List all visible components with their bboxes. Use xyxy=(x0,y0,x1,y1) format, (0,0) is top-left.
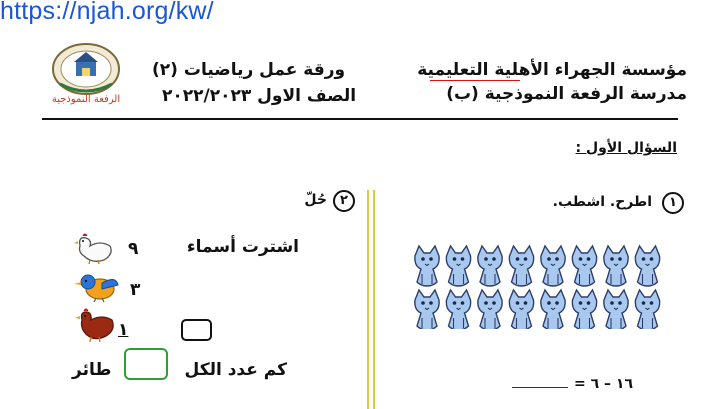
cat-icon[interactable] xyxy=(415,290,439,329)
chicken-count: ٩ xyxy=(128,239,139,259)
cat-icon[interactable] xyxy=(446,246,470,286)
cat-icon[interactable] xyxy=(572,290,596,329)
cat-icon[interactable] xyxy=(415,246,439,286)
hen-icon xyxy=(74,308,116,342)
institution-name: مؤسسة الجهراء الأهلية التعليمية xyxy=(417,60,687,80)
column-divider xyxy=(367,190,375,409)
task2-number: ٢ xyxy=(333,190,355,212)
chicken-icon xyxy=(74,232,116,264)
cat-icon[interactable] xyxy=(604,290,628,329)
grade-year: الصف الاول ٢٠٢٢/٢٠٢٣ xyxy=(162,86,357,106)
cat-icon[interactable] xyxy=(604,246,628,286)
total-question-text: كم عدد الكل xyxy=(184,360,287,380)
bought-label: اشترت أسماء xyxy=(186,237,299,257)
cat-icon[interactable] xyxy=(478,246,502,286)
cat-icon[interactable] xyxy=(509,246,533,286)
answer-box-small[interactable] xyxy=(181,319,212,341)
question-title: السؤال الأول : xyxy=(575,140,677,156)
total-question xyxy=(185,360,287,380)
cat-icon[interactable] xyxy=(635,290,659,329)
equation-text: ١٦ – ٦ = xyxy=(574,376,633,392)
header-rule xyxy=(42,118,678,120)
watermark-url[interactable]: https://njah.org/kw/ xyxy=(0,0,214,25)
cat-icon[interactable] xyxy=(509,290,533,329)
spelling-underline xyxy=(430,80,520,81)
logo-caption: الرفعة النموذجية xyxy=(51,94,121,105)
task1-instruction: اطرح. اشطب. xyxy=(552,194,652,210)
cat-icon[interactable] xyxy=(541,290,565,329)
cat-icon[interactable] xyxy=(446,290,470,329)
hen-count: ١ xyxy=(118,320,129,340)
worksheet-title: ورقة عمل رياضيات (٢) xyxy=(152,60,346,80)
answer-box-total[interactable] xyxy=(124,348,168,380)
subtraction-equation xyxy=(512,376,633,392)
cat-icon[interactable] xyxy=(478,290,502,329)
task2-instruction: حُلّ xyxy=(304,192,327,208)
cat-icon[interactable] xyxy=(635,246,659,286)
task1-number: ١ xyxy=(662,192,684,214)
cats-grid xyxy=(412,243,670,329)
bird-icon xyxy=(72,271,120,303)
bird-count: ٣ xyxy=(130,280,141,300)
school-name: مدرسة الرفعة النموذجية (ب) xyxy=(446,84,687,104)
cat-icon[interactable] xyxy=(541,246,565,286)
answer-blank[interactable] xyxy=(512,387,568,388)
cat-icon[interactable] xyxy=(572,246,596,286)
unit-label: طائر xyxy=(72,360,112,380)
